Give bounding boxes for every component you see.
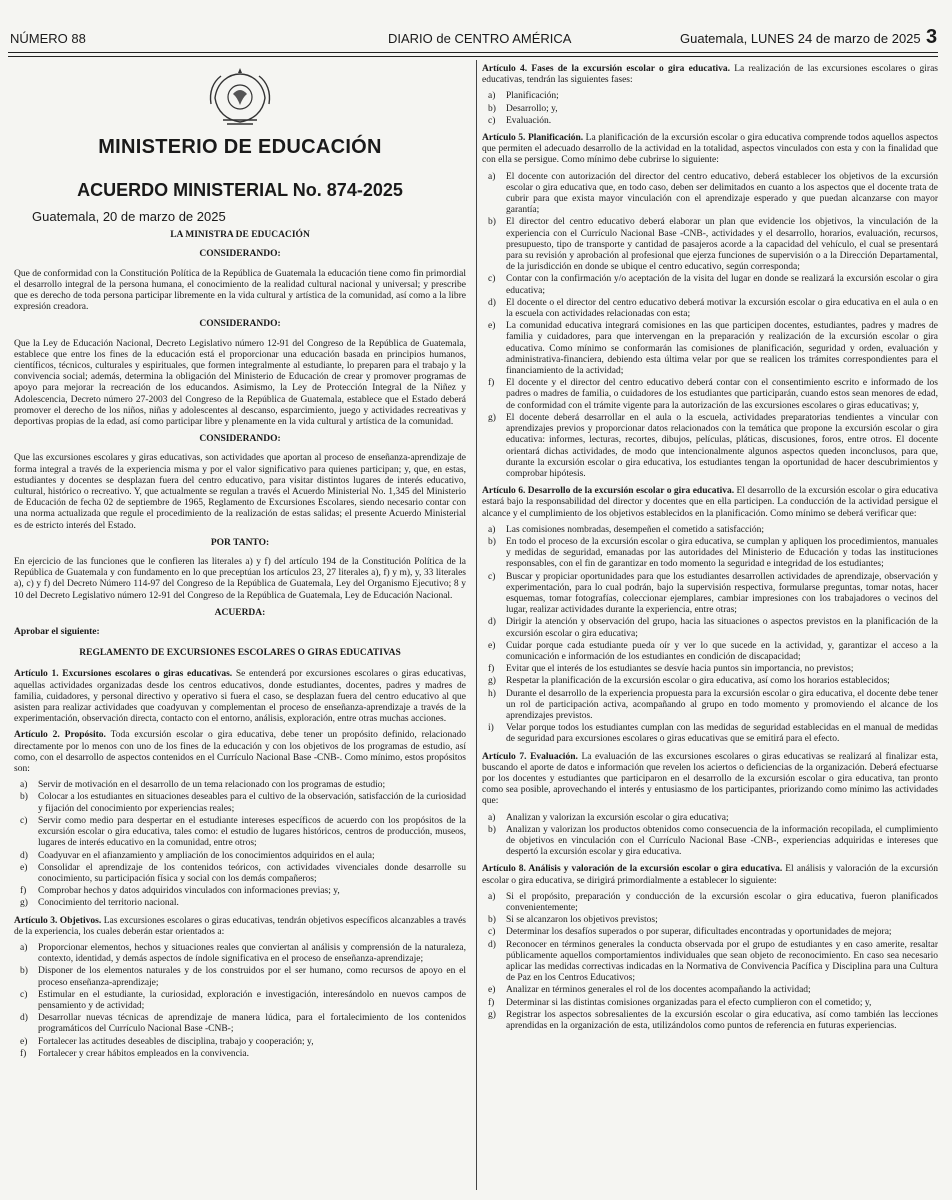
list-item: [482, 676, 938, 687]
list-item-label: b): [488, 824, 496, 835]
article-body: [482, 486, 938, 520]
list-item-text: Servir de motivación en el desarrollo de un tema relacionado con los programas de estudio;: [38, 780, 386, 791]
list-item-text: El docente deberá desarrollar en el aula o la escuela, actividades preparatorias tendientes a vincular con aprendizajes previos y proporcionar datos relacionados con la temática que propone la excursión escolar o gira educativa: informes, lecturas, recortes, dibujos, películas, pláticas, discusiones, foros, entre otros. El docente orientará dichas actividades, de modo que intencionalmente algunos aspectos queden inconclusos, para que, durante la excursión escolar o gira educativa, los estudiantes tengan la oportunidad de hacer descubrimientos y comprobar hipótesis.: [506, 412, 938, 479]
article-text: La evaluación de las excursiones escolares o giras educativas se realizará al finalizar esta, buscando el aporte de datos e información que revelen los aciertos o deficiencias de la organización. Deberá efectuarse por los docentes y estudiantes que participaron en el desarrollo de la excursión escolar o gira educativa, tan pronto como sea posible, aprovechando el interés y entusiasmo de los participantes, priorizando como mínimo las actividades que:: [482, 751, 939, 807]
header-rule-top: [8, 52, 938, 53]
list-item-label: a): [488, 91, 496, 102]
list-item-label: i): [488, 723, 494, 734]
list-item: [14, 1037, 466, 1048]
list-item-text: Si se alcanzaron los objetivos previstos;: [506, 915, 658, 926]
list-item-text: Planificación;: [506, 91, 559, 102]
list-item-text: Evitar que el interés de los estudiantes se desvíe hacia puntos sin importancia, no previstos;: [506, 664, 854, 675]
acuerdo-title: ACUERDO MINISTERIAL No. 874-2025: [77, 179, 403, 200]
list-item-label: f): [488, 378, 495, 389]
list-item-label: b): [488, 103, 496, 114]
list-item-text: Consolidar el aprendizaje de los contenidos teóricos, con actividades vivenciales donde desarrolle su conocimiento, su participación física y social con los demás compañeros;: [38, 862, 466, 884]
list-item-label: e): [488, 321, 496, 332]
list-item: [14, 1049, 466, 1060]
article-text: La planificación de la excursión escolar o gira educativa comprende todos aquellos aspectos que permiten el adecuado desarrollo de la actividad en la totalidad, aspectos vinculados con esta y con la finalidad que con ella se persigue. Como mínimo debe cubrirse lo siguiente:: [482, 133, 939, 166]
list-item-label: b): [20, 792, 28, 803]
list-item-text: Fortalecer y crear hábitos empleados en la convivencia.: [38, 1048, 250, 1059]
list-item: [14, 851, 466, 862]
right-column: [482, 64, 938, 1038]
list-item: [482, 537, 938, 571]
publication-name: DIARIO de CENTRO AMÉRICA: [388, 31, 572, 46]
list-item-label: b): [20, 966, 28, 977]
list-item-text: En todo el proceso de la excursión escolar o gira educativa, se cumplan y apliquen los procedimientos, manuales y medidas de seguridad, emanadas por las autoridades del Ministerio de Educación y todas las instituciones responsables, con el fin de garantizar en todo momento la seguridad e integridad de los estudiantes;: [506, 536, 938, 570]
list-item-text: Evaluación.: [506, 115, 552, 126]
list-item-label: b): [488, 915, 496, 926]
publication-date: Guatemala, LUNES 24 de marzo de 2025: [680, 31, 921, 46]
list-item-text: Estimular en el estudiante, la curiosidad, exploración e investigación, interesándolo en nuevos campos de pensamiento y de actividad;: [38, 989, 466, 1011]
list-item-label: d): [488, 939, 496, 950]
list-item-text: Proporcionar elementos, hechos y situaciones reales que conviertan al análisis y comprensión de la naturaleza, contexto, identidad, y demás aspectos de índole significativa en el proceso de enseñanza-aprendizaje;: [38, 942, 466, 965]
list-item: [482, 413, 938, 480]
list-item-text: Fortalecer las actitudes deseables de disciplina, trabajo y cooperación; y,: [38, 1036, 314, 1047]
list-item-text: Determinar los desafíos superados o por superar, dificultades encontradas y oportunidades de mejora;: [506, 927, 892, 938]
list-item: [14, 780, 466, 791]
acuerda-heading: ACUERDA:: [214, 607, 266, 618]
list-item: [482, 572, 938, 617]
list-item-label: b): [488, 536, 496, 547]
list-item-label: g): [488, 676, 496, 687]
right-articles: [482, 64, 938, 1032]
approve-line: Aprobar el siguiente:: [14, 627, 100, 638]
considerando-block: [14, 249, 466, 313]
list-item-text: Cuidar porque cada estudiante pueda oír y ver lo que sucede en la actividad, y, garantizar el acceso a la comunicación e información de los estudiantes en condición de discapacidad;: [506, 640, 938, 662]
list-item: [14, 792, 466, 814]
article: [14, 916, 466, 1060]
list-item-text: Analizan y valorizan la excursión escolar o gira educativa;: [506, 812, 729, 823]
article-list: [482, 172, 938, 480]
list-item-label: d): [20, 1013, 28, 1024]
list-item-label: d): [488, 617, 496, 628]
list-item-label: a): [20, 942, 28, 953]
article-title: Artículo 4. Fases de la excursión escolar o gira educativa.: [482, 64, 730, 74]
article: [14, 730, 466, 909]
article-body: [14, 730, 466, 775]
list-item-label: c): [488, 927, 496, 938]
considerando-text: Que la Ley de Educación Nacional, Decreto Legislativo número 12-91 del Congreso de la República de Guatemala, establece que entre los fines de la educación está el proporcionar una educación basada en principios humanos, científicos, técnicos, culturales y espirituales, que formen integralmente al estudiante, lo preparen para el trabajo y la convivencia social; además, determina la obligación del Ministerio de Educación de crear y promover programas de apoyo para mejorar la recreación de los educandos. Asimismo, la Ley de Protección Integral de la Niñez y Adolescencia, Decreto número 27-2003 del Congreso de la República de Guatemala, establece que el Estado deberá promover el derecho de los niños, niñas y adolescentes al descanso, esparcimiento, juego y actividades recreativas y deportivas propias de la edad, así como participar libre y plenamente en la vida cultural y artística de la comunidad.: [14, 338, 466, 427]
list-item: [482, 217, 938, 273]
list-item: [14, 863, 466, 885]
regulation-title: REGLAMENTO DE EXCURSIONES ESCOLARES O GIRAS EDUCATIVAS: [79, 648, 401, 659]
list-item-label: d): [488, 297, 496, 308]
article-list: [482, 91, 938, 127]
list-item: [482, 91, 938, 102]
list-item-label: g): [20, 898, 28, 909]
list-item-label: c): [20, 989, 28, 1000]
left-column: [14, 64, 466, 1066]
list-item-label: e): [20, 1036, 28, 1047]
article: [482, 133, 938, 480]
article-list: [482, 525, 938, 746]
list-item: [482, 985, 938, 996]
list-item: [482, 998, 938, 1009]
article-text: Las excursiones escolares o giras educativas, tendrán objetivos específicos alcanzables a través de la experiencia, los cuales deberán estar orientados a:: [14, 915, 466, 937]
list-item: [482, 172, 938, 217]
list-item-text: Colocar a los estudiantes en situaciones deseables para el cultivo de la observación, satisfacción de la curiosidad y fijación del conocimiento por experiencias reales;: [38, 792, 466, 814]
article-body: [14, 669, 466, 725]
list-item-label: e): [488, 640, 496, 651]
considerando-block: [14, 319, 466, 428]
article-text: Toda excursión escolar o gira educativa, debe tener un propósito definido, relacionado directamente por lo menos con uno de los fines de la educación y con los objetivos de los programas de estudio, así como, con el desarrollo de aspectos contenidos en el Currículo Nacional Base -CNB-. Como mínimo, estos propósitos son:: [14, 730, 466, 775]
considerando-text: Que las excursiones escolares y giras educativas, son actividades que aportan al proceso de enseñanza-aprendizaje de forma integral a través de la experiencia misma y por el valor significativo para quienes participan; y, que, en estas, estudiantes y docentes se desplazan fuera del centro educativo, para visitar distintos lugares de interés educativo, cultural, histórico o recreativo. Y, que actualmente se regulan a través el Acuerdo Ministerial No. 1,345 del Ministerio de Educación de fecha 02 de septiembre de 1965, Reglamento de Excursiones Escolares, siendo necesario contar con una norma actualizada que regule el procedimiento de la realización de estas salidas; el presente Acuerdo Ministerial es de estricto interés del Estado.: [14, 453, 466, 531]
list-item: [482, 525, 938, 536]
list-item: [482, 927, 938, 938]
list-item-text: Disponer de los elementos naturales y de los construidos por el ser humano, como recursos de apoyo en el proceso enseñanza-aprendizaje;: [38, 966, 466, 988]
article-text: Se entenderá por excursiones escolares o giras educativas, aquellas actividades organizadas desde los centros educativos, donde estudiantes, docentes, padres y madres de familia, cuidadores, y personal directivo y operativo si fuera el caso, se desplazan fuera del centro educativo al que asisten para realizar actividades que coadyuvan y complementan el proceso de enseñanza-aprendizaje a través de la experimentación, observación directa, contacto con el entorno, análisis, exploración, entre otras muchas acciones.: [14, 669, 466, 725]
article-text: El análisis y valoración de la excursión escolar o gira educativa, se dirigirá primordialmente a establecer lo siguiente:: [482, 864, 938, 886]
list-item-label: g): [488, 1009, 496, 1020]
article: [482, 864, 938, 1032]
list-item-text: Las comisiones nombradas, desempeñen el cometido a satisfacción;: [506, 524, 765, 535]
coat-of-arms-icon: [205, 64, 275, 130]
list-item-label: a): [488, 891, 496, 902]
list-item-text: El docente y el director del centro educativo deberá contar con el consentimiento escrito e informado de los padres o madres de familia, o cuidadores de los estudiantes que participarán, cuando estos sean menores de edad, de conformidad con el trámite vigente para la autorización de las excursiones escolares o giras educativas; y,: [506, 378, 938, 411]
list-item-text: Comprobar hechos y datos adquiridos vinculados con informaciones previas; y,: [38, 886, 340, 897]
article-body: [482, 752, 938, 808]
list-item: [482, 940, 938, 985]
article-list: [482, 813, 938, 859]
article-title: Artículo 7. Evaluación.: [482, 751, 578, 762]
list-item-text: Durante el desarrollo de la experiencia propuesta para la excursión escolar o gira educativa, el docente debe tener un rol de participación activa, acompañando al grupo en todo momento y promoviendo el alcance de los aprendizajes previstos.: [506, 688, 938, 721]
list-item-label: c): [488, 274, 496, 285]
list-item-label: a): [20, 780, 28, 791]
list-item-label: c): [488, 571, 496, 582]
article-list: [482, 892, 938, 1032]
article-text: El desarrollo de la excursión escolar o gira educativa estará bajo la responsabilidad del director y docentes que en ella participen. La conducción de la actividad persigue el alcance y el cumplimiento de los objetivos establecidos en la planificación. Como mínimo se deberá verificar que:: [482, 486, 938, 519]
list-item-label: a): [488, 524, 496, 535]
list-item: [14, 966, 466, 988]
list-item: [482, 641, 938, 663]
article-body: [482, 864, 938, 886]
list-item-text: El docente con autorización del director del centro educativo, deberá establecer los objetivos de la excursión escolar o gira educativa que, en todo caso, deben ser delimitados en cuanto a los aspectos que el docente trata de cubrir para que exista mayor vinculación con el aprendizaje esperado y que puedan alcanzarse con mayor garantía;: [506, 171, 938, 216]
list-item-text: Desarrollo; y,: [506, 103, 558, 114]
article: [482, 64, 938, 127]
article: [14, 669, 466, 725]
article-title: Artículo 1. Excursiones escolares o giras educativas.: [14, 669, 233, 680]
list-item: [482, 813, 938, 824]
authority-heading: LA MINISTRA DE EDUCACIÓN: [170, 230, 310, 241]
page-number: 3: [926, 26, 938, 48]
list-item: [482, 664, 938, 675]
list-item-label: h): [488, 688, 496, 699]
list-item-text: Registrar los aspectos sobresalientes de la excursión escolar o gira educativa, así como también las lecciones aprendidas en la organización de esta, utilizándolos como puntos de referencia en futuras experiencias.: [506, 1009, 938, 1032]
list-item: [482, 723, 938, 745]
article-title: Artículo 5. Planificación.: [482, 133, 584, 144]
article-title: Artículo 8. Análisis y valoración de la excursión escolar o gira educativa.: [482, 864, 783, 875]
list-item: [482, 298, 938, 320]
list-item-text: Buscar y propiciar oportunidades para que los estudiantes desarrollen actividades de aprendizaje, observación y experimentación, para lo cual podrán, bajo la supervisión respectiva, formularse preguntas, tomar notas, hacer esquemas, tomar fotografías, coleccionar ejemplares, cambiar impresiones con los trabajadores o vecinos del lugar, realizar actividades durante la experiencia, entre otras;: [506, 571, 938, 616]
list-item: [482, 378, 938, 412]
list-item: [482, 1010, 938, 1032]
list-item-text: Contar con la confirmación y/o aceptación de la visita del lugar en donde se realizará la excursión escolar o gira educativa;: [506, 274, 938, 296]
article-title: Artículo 6. Desarrollo de la excursión escolar o gira educativa.: [482, 486, 735, 497]
list-item-text: Coadyuvar en el afianzamiento y ampliación de los conocimientos adquiridos en el aula;: [38, 850, 375, 861]
list-item-text: Determinar si las distintas comisiones organizadas para el efecto cumplieron con el cometido; y,: [506, 997, 872, 1008]
por-tanto-block: [14, 538, 466, 602]
list-item: [14, 898, 466, 909]
list-item: [482, 689, 938, 723]
considerando-block: [14, 434, 466, 532]
header-rule-bottom: [8, 56, 938, 57]
running-header: [8, 26, 944, 52]
list-item: [14, 816, 466, 850]
list-item: [482, 617, 938, 639]
list-item-text: El docente o el director del centro educativo deberá motivar la excursión escolar o gira educativa en el aula o en la escuela con actividades relacionadas con esta;: [506, 297, 938, 320]
list-item-label: c): [488, 115, 496, 126]
article-list: [14, 943, 466, 1060]
left-articles: [14, 669, 466, 1060]
article-title: Artículo 3. Objetivos.: [14, 915, 102, 926]
list-item-label: f): [488, 664, 495, 675]
list-item-text: Velar porque todos los estudiantes cumplan con las medidas de seguridad establecidas en el manual de medidas de seguridad para excursiones escolares o giras educativas que se emitirá para el efecto.: [506, 723, 938, 745]
por-tanto-text: En ejercicio de las funciones que le confieren las literales a) y f) del artículo 194 de la Constitución Política de la República de Guatemala y con fundamento en lo que preceptúan los artículos 23, 27 literales a), f) y m), y, 33 literales a), c) y f) del Decreto Número 114-97 del Congreso de la República de Guatemala, Ley del Organismo Ejecutivo; 8 y 10 del Decreto Legislativo número 12-91 del Congreso de la República de Guatemala, Ley de Educación Nacional.: [14, 557, 466, 601]
list-item: [482, 274, 938, 296]
list-item-text: Servir como medio para despertar en el estudiante intereses específicos de acuerdo con los propósitos de la excursión escolar o gira educativa, tales como: el estudio de lugares históricos, centros de producción, museos, lugares de interés educativo en la comunidad, entre otros;: [38, 815, 466, 849]
considerando-heading: CONSIDERANDO:: [199, 249, 281, 260]
list-item: [482, 825, 938, 859]
list-item-text: Si el propósito, preparación y conducción de la excursión escolar o gira educativa, fueron planificados convenientemente;: [506, 891, 938, 914]
column-divider: [476, 60, 477, 1190]
list-item-label: d): [20, 850, 28, 861]
list-item: [14, 886, 466, 897]
list-item: [482, 915, 938, 926]
list-item: [482, 892, 938, 914]
list-item-text: Analizar en términos generales el rol de los docentes acompañando la actividad;: [506, 985, 811, 996]
list-item-label: a): [488, 812, 496, 823]
list-item-label: f): [20, 886, 27, 897]
list-item-text: Reconocer en términos generales la conducta observada por el grupo de estudiantes y en caso amerite, resaltar públicamente aquellos comportamientos individuales que sean objeto de reconocimiento. En caso sea necesario aplicar las medidas correctivas indicadas en la Normativa de Convivencia Pacífica y Disciplina para una Cultura de Paz en los Centros Educativos;: [506, 939, 938, 984]
list-item-label: c): [20, 815, 28, 826]
list-item-label: b): [488, 217, 496, 228]
por-tanto-heading: POR TANTO:: [210, 537, 270, 548]
list-item-text: Dirigir la atención y observación del grupo, hacia las situaciones o aspectos previstos en la planificación de la excursión escolar o gira educativa;: [506, 617, 938, 639]
list-item-text: Respetar la planificación de la excursión escolar o gira educativa, así como los horarios establecidos;: [506, 676, 890, 687]
list-item-label: e): [488, 985, 496, 996]
article-list: [14, 780, 466, 909]
list-item-label: g): [488, 412, 496, 423]
list-item-text: Conocimiento del territorio nacional.: [38, 898, 179, 909]
list-item-label: f): [20, 1048, 27, 1059]
considerando-heading: CONSIDERANDO:: [199, 434, 281, 445]
list-item: [14, 990, 466, 1012]
list-item-text: El director del centro educativo deberá elaborar un plan que evidencie los objetivos, la vinculación de la experiencia con el Currículo Nacional Base -CNB-, actividades y el desarrollo, horarios, evaluación, recursos, presupuesto, tipo de transporte y cantidad de pasajeros acorde a la capacidad del vehículo, el cual se presentará para su revisión y aprobación al profesional que ejerza funciones de supervisión o a la Dirección Departamental, de la jurisdicción en donde se ubique el centro educativo, según corresponda;: [506, 217, 938, 273]
issue-number: NÚMERO 88: [10, 31, 86, 46]
article-text: La realización de las excursiones escolares o giras educativas, tendrán las siguientes fases:: [482, 64, 938, 86]
list-item-label: a): [488, 171, 496, 182]
ministry-title: MINISTERIO DE EDUCACIÓN: [98, 136, 382, 158]
list-item: [482, 116, 938, 127]
list-item-label: e): [20, 862, 28, 873]
list-item: [14, 1013, 466, 1035]
list-item-text: Analizan y valorizan los productos obtenidos como consecuencia de la información recopilada, el cumplimiento de objetivos en vinculación con el Currículo Nacional Base -CNB-, experiencias adquiridas e intereses que despertó la excursión escolar y gira educativa.: [506, 824, 938, 858]
list-item-text: La comunidad educativa integrará comisiones en las que participen docentes, estudiantes, padres y madres de familia y cuidadores, para que intervengan en la preparación y realización de la excursión escolar o gira educativa. Como mínimo se conformarán las comisiones de planificación, seguridad y orden, evaluación y administrativa-financiera, debiendo esta última velar por que se realicen los trámites correspondientes para el financiamiento de la actividad;: [506, 321, 938, 377]
list-item: [14, 943, 466, 965]
article-body: [14, 916, 466, 938]
article: [482, 752, 938, 859]
place-date: Guatemala, 20 de marzo de 2025: [32, 208, 226, 224]
list-item: [482, 104, 938, 115]
article-body: [482, 64, 938, 86]
considerando-heading: CONSIDERANDO:: [199, 319, 281, 330]
list-item-label: f): [488, 997, 495, 1008]
article-title: Artículo 2. Propósito.: [14, 730, 106, 741]
article: [482, 486, 938, 745]
list-item: [482, 321, 938, 377]
article-body: [482, 133, 938, 167]
considerando-text: Que de conformidad con la Constitución Política de la República de Guatemala la educación tiene como fin primordial el desarrollo integral de la persona humana, el conocimiento de la realidad cultural nacional y universal; y prescribe que es derecho de toda persona participar libremente en la vida cultural y artística de la comunidad, así como a la libre expresión creadora.: [14, 268, 466, 313]
list-item-text: Desarrollar nuevas técnicas de aprendizaje de manera lúdica, para el fortalecimiento de los contenidos programáticos del Currículo Nacional Base -CNB-;: [38, 1013, 466, 1035]
